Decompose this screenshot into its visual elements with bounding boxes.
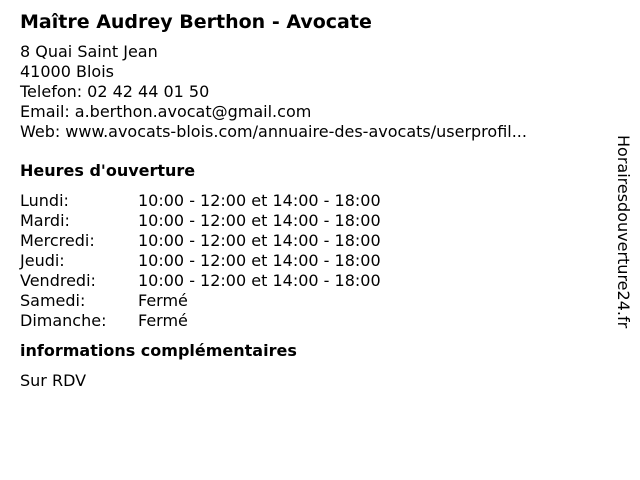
- email-value[interactable]: a.berthon.avocat@gmail.com: [74, 102, 312, 121]
- hours-value: Fermé: [138, 291, 188, 310]
- web-label: Web:: [20, 122, 61, 141]
- hours-value: Fermé: [138, 311, 188, 330]
- hours-row-tuesday: [20, 211, 600, 231]
- hours-table: [20, 191, 600, 331]
- hours-value: 10:00 - 12:00 et 14:00 - 18:00: [138, 211, 381, 230]
- email-line: [20, 102, 600, 122]
- hours-value: 10:00 - 12:00 et 14:00 - 18:00: [138, 191, 381, 210]
- hours-row-saturday: [20, 291, 600, 311]
- business-card: [20, 10, 600, 391]
- phone-line: [20, 82, 600, 102]
- extra-info-heading: informations complémentaires: [20, 341, 297, 360]
- hours-heading: Heures d'ouverture: [20, 161, 196, 180]
- business-name: Maître Audrey Berthon - Avocate: [20, 11, 372, 33]
- hours-value: 10:00 - 12:00 et 14:00 - 18:00: [138, 251, 381, 270]
- day-label: Vendredi:: [20, 271, 96, 290]
- hours-value: 10:00 - 12:00 et 14:00 - 18:00: [138, 231, 381, 250]
- address-city: 41000 Blois: [20, 62, 114, 81]
- hours-row-friday: [20, 271, 600, 291]
- web-link[interactable]: www.avocats-blois.com/annuaire-des-avocats/userprofil...: [65, 122, 527, 141]
- day-label: Dimanche:: [20, 311, 107, 330]
- hours-value: 10:00 - 12:00 et 14:00 - 18:00: [138, 271, 381, 290]
- email-label: Email:: [20, 102, 70, 121]
- site-watermark: Horairesdouverture24.fr: [614, 135, 633, 329]
- day-label: Mardi:: [20, 211, 70, 230]
- day-label: Lundi:: [20, 191, 69, 210]
- hours-row-thursday: [20, 251, 600, 271]
- extra-info-text: Sur RDV: [20, 371, 87, 390]
- day-label: Samedi:: [20, 291, 86, 310]
- phone-value[interactable]: 02 42 44 01 50: [87, 82, 210, 101]
- day-label: Jeudi:: [20, 251, 65, 270]
- hours-row-sunday: [20, 311, 600, 331]
- hours-row-monday: [20, 191, 600, 211]
- web-line: [20, 122, 600, 142]
- address-street: 8 Quai Saint Jean: [20, 42, 158, 61]
- day-label: Mercredi:: [20, 231, 95, 250]
- phone-label: Telefon:: [20, 82, 83, 101]
- hours-row-wednesday: [20, 231, 600, 251]
